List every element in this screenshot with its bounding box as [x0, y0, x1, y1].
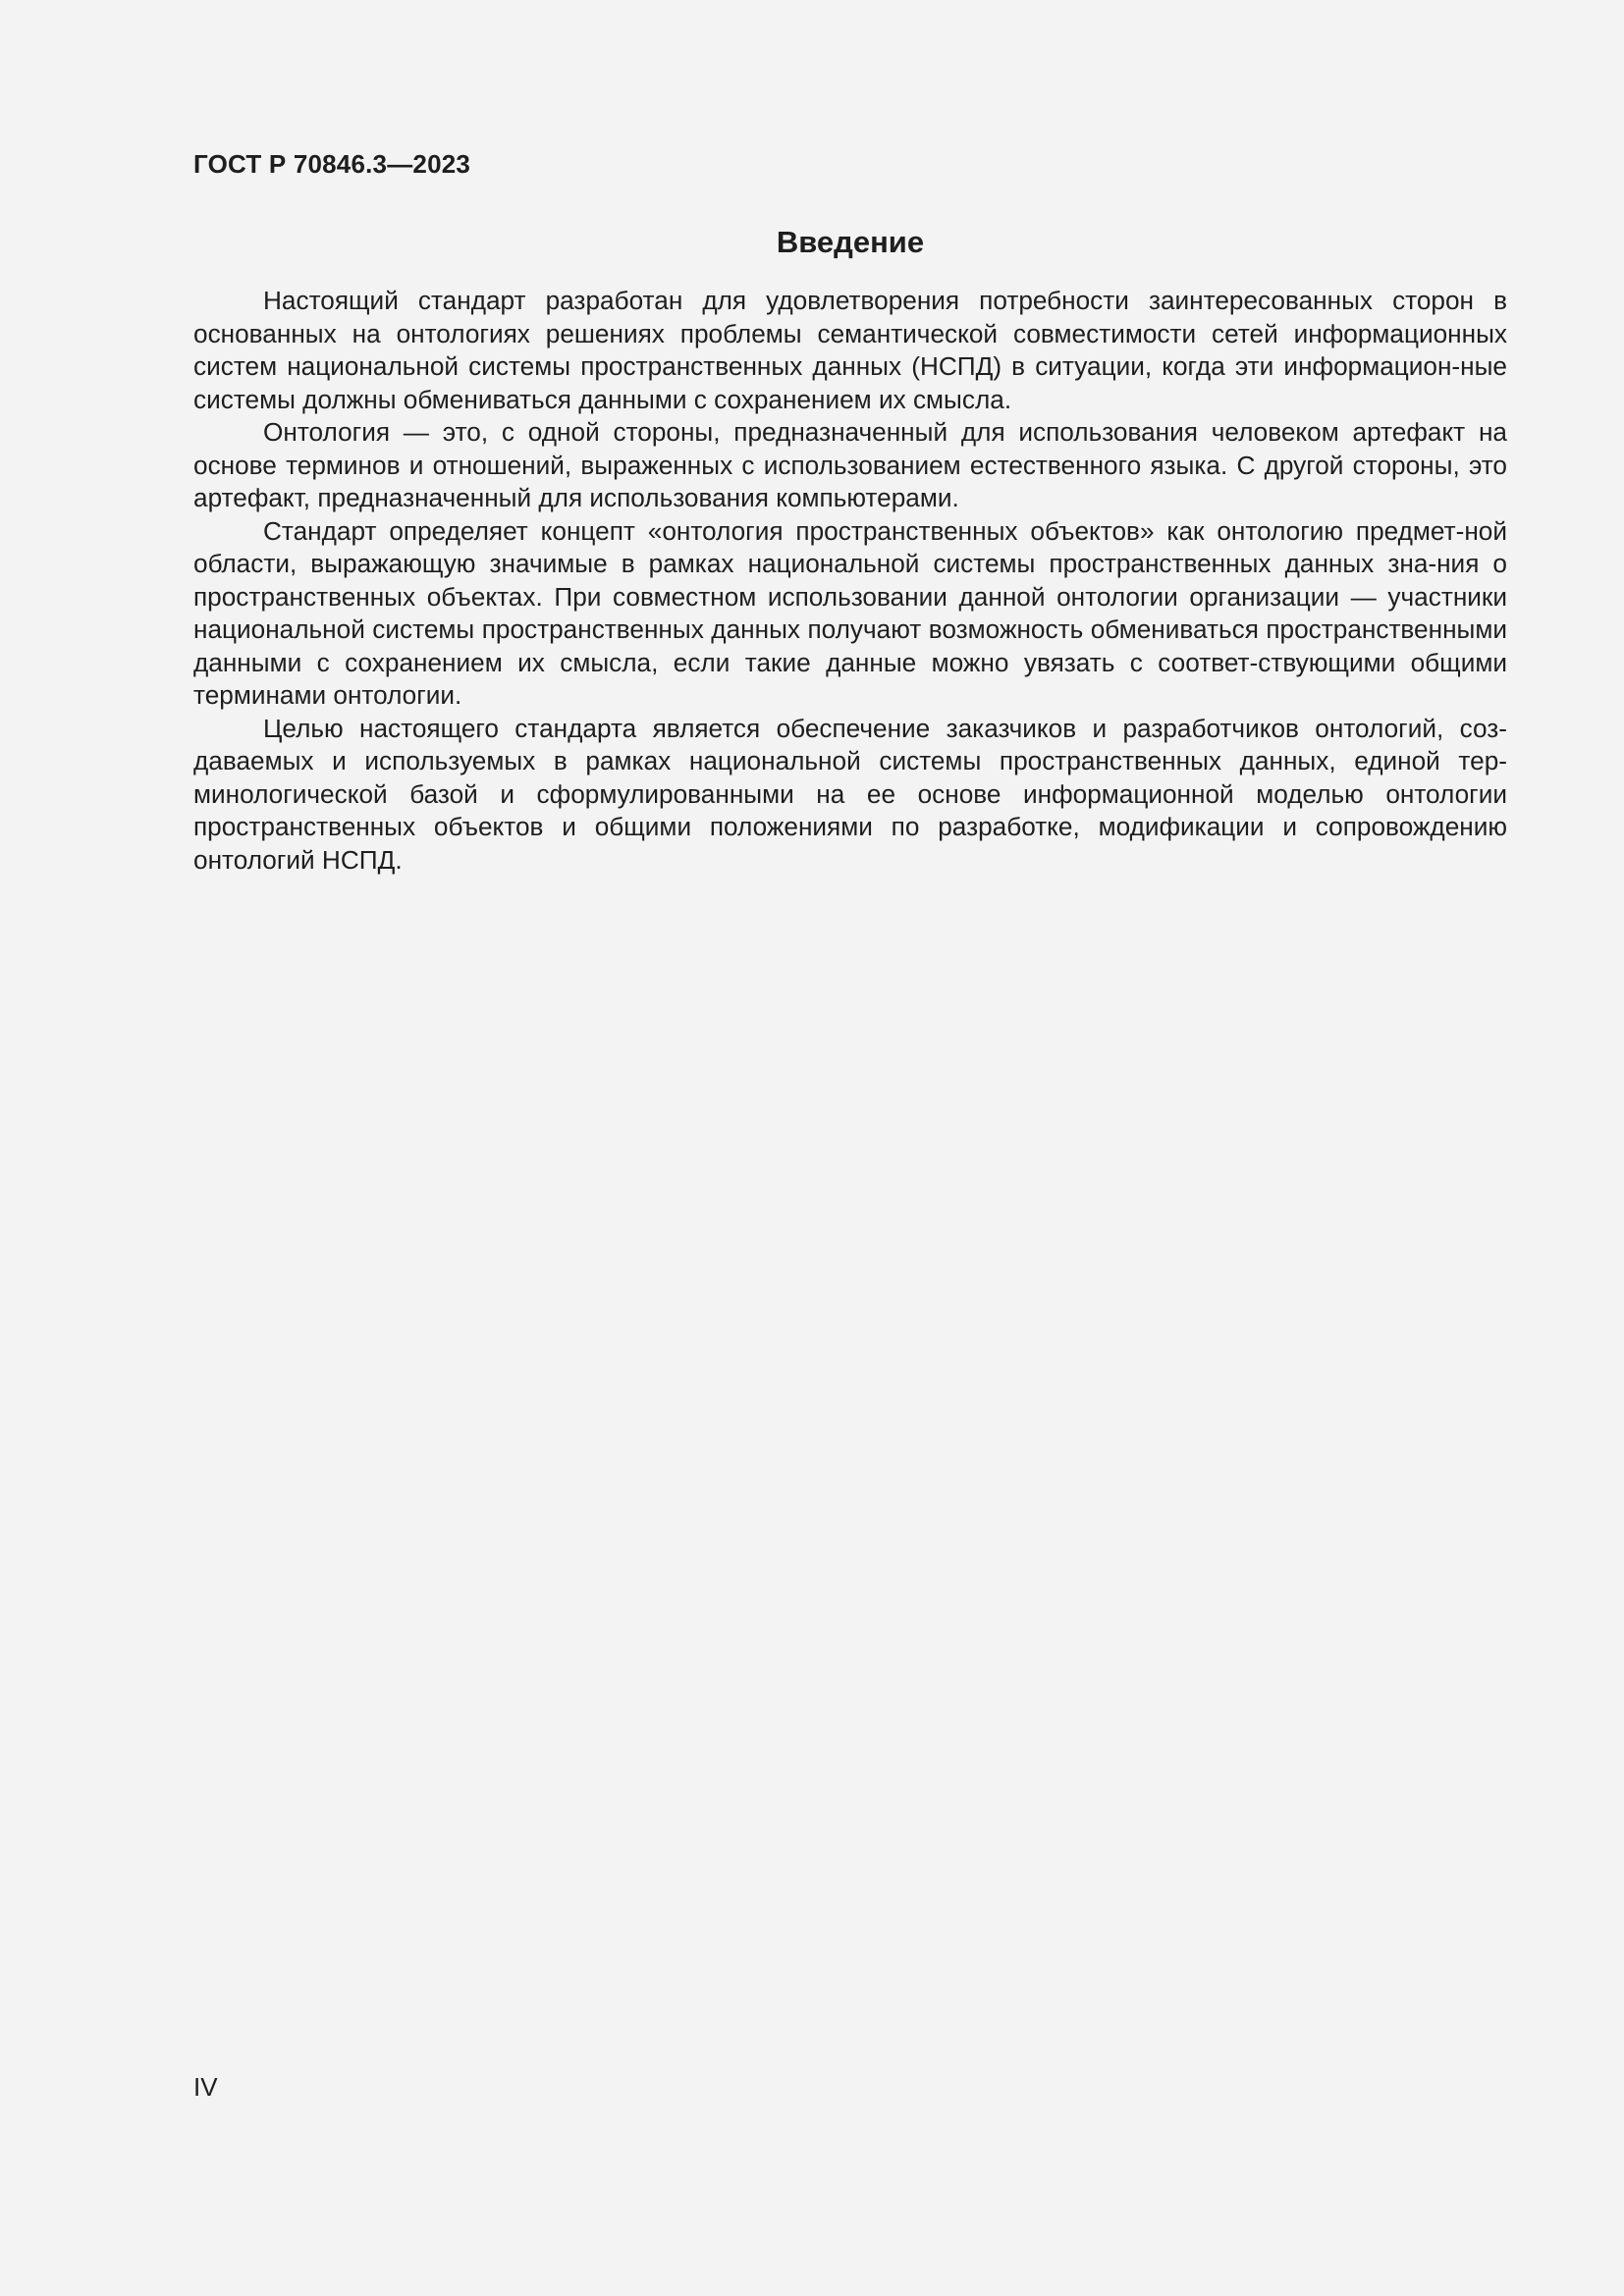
paragraph-1: Настоящий стандарт разработан для удовлетворения потребности заинтересованных сторон в основанных на онтологиях решениях проблемы семантической совместимости сетей информационных систем национальной системы пространственных данных (НСПД) в ситуации, когда эти информацион-ные системы должны обмениваться данными с сохранением их смысла. — [193, 286, 1507, 414]
paragraph-3: Стандарт определяет концепт «онтология пространственных объектов» как онтологию предмет-ной области, выражающую значимые в рамках национальной системы пространственных данных зна-ния о пространственных объектах. При совместном использовании данной онтологии организации — участники национальной системы пространственных данных получают возможность обмениваться пространственными данными с сохранением их смысла, если такие данные можно увязать с соответ-ствующими общими терминами онтологии. — [193, 515, 1507, 710]
page-number: IV — [193, 2072, 218, 2102]
document-code: ГОСТ Р 70846.3—2023 — [193, 149, 471, 179]
body-text — [193, 285, 1507, 877]
paragraph-4: Целью настоящего стандарта является обеспечение заказчиков и разработчиков онтологий, соз-даваемых и используемых в рамках национальной системы пространственных данных, единой тер-минологической базой и сформулированными на ее основе информационной моделью онтологии пространственных объектов и общими положениями по разработке, модификации и сопровождению онтологий НСПД. — [193, 713, 1507, 875]
section-title: Введение — [776, 225, 925, 259]
paragraph-2: Онтология — это, с одной стороны, предназначенный для использования человеком артефакт на основе терминов и отношений, выраженных с использованием естественного языка. С другой стороны, это артефакт, предназначенный для использования компьютерами. — [193, 417, 1507, 512]
